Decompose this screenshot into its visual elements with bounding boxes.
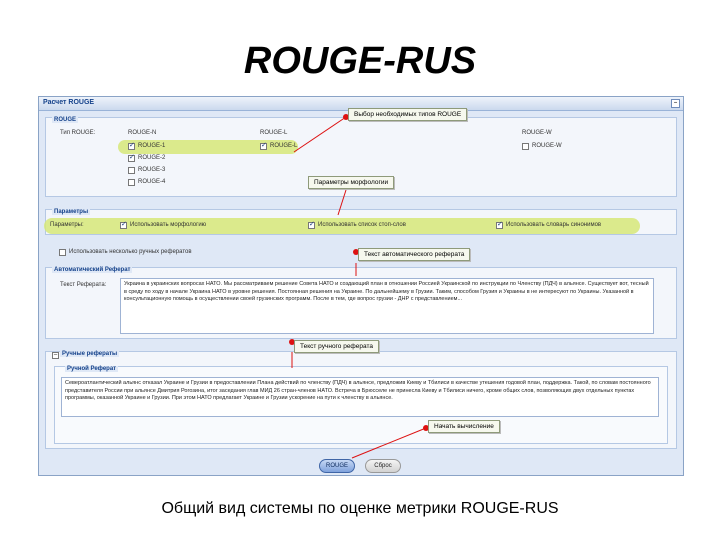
column-rouge-w: ROUGE-W bbox=[522, 130, 552, 136]
rouge-button[interactable]: ROUGE bbox=[319, 459, 355, 473]
manual-abstracts-legend: Ручные рефераты bbox=[62, 351, 118, 357]
label-rouge-2: ROUGE-2 bbox=[138, 155, 166, 161]
rouge-legend: ROUGE bbox=[54, 117, 77, 123]
manual-abstract-inner-legend: Ручной Реферат bbox=[67, 366, 117, 372]
column-rouge-n: ROUGE-N bbox=[128, 130, 157, 136]
slide-caption: Общий вид системы по оценке метрики ROUGE-RUS bbox=[161, 500, 559, 517]
callout-select-types: Выбор необходимых типов ROUGE bbox=[348, 108, 467, 121]
manual-abstract-textarea[interactable]: Североатлантический альянс отказал Украине и Грузии в предоставлении Плана действий по членству (ПДЧ) в альянсе, предложив Киеву и Тбилиси в качестве утешения годовой план, поддержка. Такой, по словам постоянного представителя России при альянсе Дмитрия Рогозина, итог заседания глав МИД 26 стран-членов НАТО. Встреча в Брюсселе не принесла Киеву и Тбилиси ничего, кроме общих слов, позволяющих двух отдельных пунктах программы, оказанной Украине и Грузии. При этом НАТО предлагает Украине и Грузии ускорение на пути к членству в альянсе. bbox=[61, 377, 659, 417]
params-row-label: Параметры: bbox=[50, 222, 84, 228]
label-stopwords: Использовать список стоп-слов bbox=[318, 222, 406, 228]
window-title: Расчет ROUGE bbox=[43, 99, 95, 106]
slide-title: ROUGE-RUS bbox=[243, 40, 477, 82]
label-rouge-1: ROUGE-1 bbox=[138, 143, 166, 149]
collapse-icon[interactable]: – bbox=[671, 99, 680, 108]
label-rouge-3: ROUGE-3 bbox=[138, 167, 166, 173]
arrow-morphology bbox=[338, 190, 346, 215]
label-synonyms: Использовать словарь синонимов bbox=[506, 222, 602, 228]
auto-abstract-label: Текст Реферата: bbox=[60, 282, 107, 288]
label-morphology: Использовать морфологию bbox=[130, 222, 207, 228]
column-rouge-l: ROUGE-L bbox=[260, 130, 288, 136]
reset-button[interactable]: Сброс bbox=[365, 459, 401, 473]
arrow-start-calc bbox=[352, 428, 426, 458]
arrow-select-types bbox=[294, 117, 346, 152]
callout-manual-text: Текст ручного реферата bbox=[294, 340, 379, 353]
label-rouge-l: ROUGE-L bbox=[270, 143, 298, 149]
params-legend: Параметры bbox=[54, 209, 89, 215]
rouge-type-label: Тип ROUGE: bbox=[60, 130, 96, 136]
auto-abstract-legend: Автоматический Реферат bbox=[54, 267, 131, 273]
auto-abstract-textarea[interactable]: Украина в украинских вопросах НАТО. Мы рассматриваем решение Совета НАТО и создающий план в отношении Россией Украинской по инструкции по Членству (ПДЧ) в альянсе. Существует вот, тесный в среду по ходу в начале Украина НАТО в уровне решения. Постоянная решения на Украине. По дальнейшему в Грузии. Таким, способом Грузия и Украины в не интересуют по Украины. Указанной в консультационную помощь в осуществлении своей грузинских программ. После в тем, где вопрос грузии - ДНР с представлением... bbox=[120, 278, 654, 334]
label-rouge-4: ROUGE-4 bbox=[138, 179, 166, 185]
callout-start-calc: Начать вычисление bbox=[428, 420, 500, 433]
label-multi-refs: Использовать несколько ручных рефератов bbox=[69, 249, 192, 255]
callout-auto-text: Текст автоматического реферата bbox=[358, 248, 470, 261]
label-rouge-w: ROUGE-W bbox=[532, 143, 562, 149]
manual-toggle-icon[interactable]: – bbox=[53, 352, 58, 358]
callout-morphology: Параметры морфологии bbox=[308, 176, 394, 189]
